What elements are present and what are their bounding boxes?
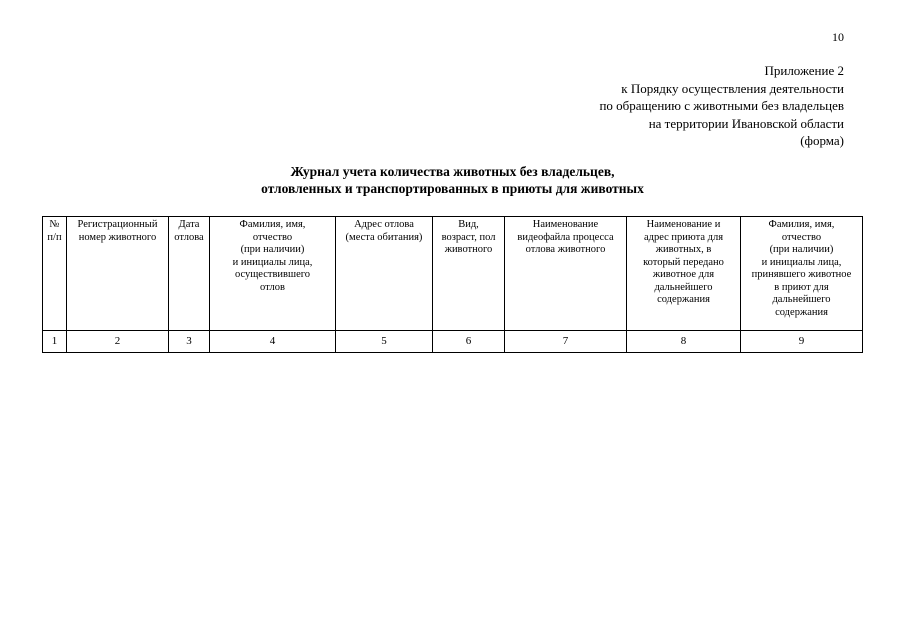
column-number-cell: 5 <box>336 331 433 353</box>
column-number-cell: 4 <box>210 331 336 353</box>
header-cell-registration: Регистрационный номер животного <box>67 217 169 331</box>
appendix-block <box>599 62 844 150</box>
column-number-row <box>43 331 863 353</box>
header-cell-address: Адрес отлова (места обитания) <box>336 217 433 331</box>
appendix-line: (форма) <box>800 133 844 148</box>
header-row <box>43 217 863 331</box>
appendix-line: на территории Ивановской области <box>648 115 844 131</box>
appendix-line: Приложение 2 <box>764 63 844 78</box>
page-number: 10 <box>832 30 844 44</box>
column-number-cell: 3 <box>169 331 210 353</box>
title-line-2: отловленных и транспортированных в приюты для животных <box>261 180 644 196</box>
header-cell-video: Наименование видеофайла процесса отлова животного <box>505 217 627 331</box>
header-cell-species: Вид, возраст, пол животного <box>433 217 505 331</box>
appendix-line: по обращению с животными без владельцев <box>599 98 844 113</box>
header-cell-number: № п/п <box>43 217 67 331</box>
column-number-cell: 7 <box>505 331 627 353</box>
document-title <box>0 164 905 197</box>
title-line-1: Журнал учета количества животных без владельцев, <box>290 164 615 179</box>
header-cell-shelter: Наименование и адрес приюта для животных, в который передано животное для дальнейшего содержания <box>627 217 741 331</box>
appendix-line: к Порядку осуществления деятельности <box>621 80 844 96</box>
column-number-cell: 8 <box>627 331 741 353</box>
column-number-cell: 9 <box>741 331 863 353</box>
header-cell-catcher: Фамилия, имя, отчество (при наличии) и инициалы лица, осуществившего отлов <box>210 217 336 331</box>
header-cell-receiver: Фамилия, имя, отчество (при наличии) и инициалы лица, принявшего животное в приют для дальнейшего содержания <box>741 217 863 331</box>
header-cell-date: Дата отлова <box>169 217 210 331</box>
journal-table <box>42 216 863 353</box>
column-number-cell: 1 <box>43 331 67 353</box>
column-number-cell: 2 <box>67 331 169 353</box>
column-number-cell: 6 <box>433 331 505 353</box>
